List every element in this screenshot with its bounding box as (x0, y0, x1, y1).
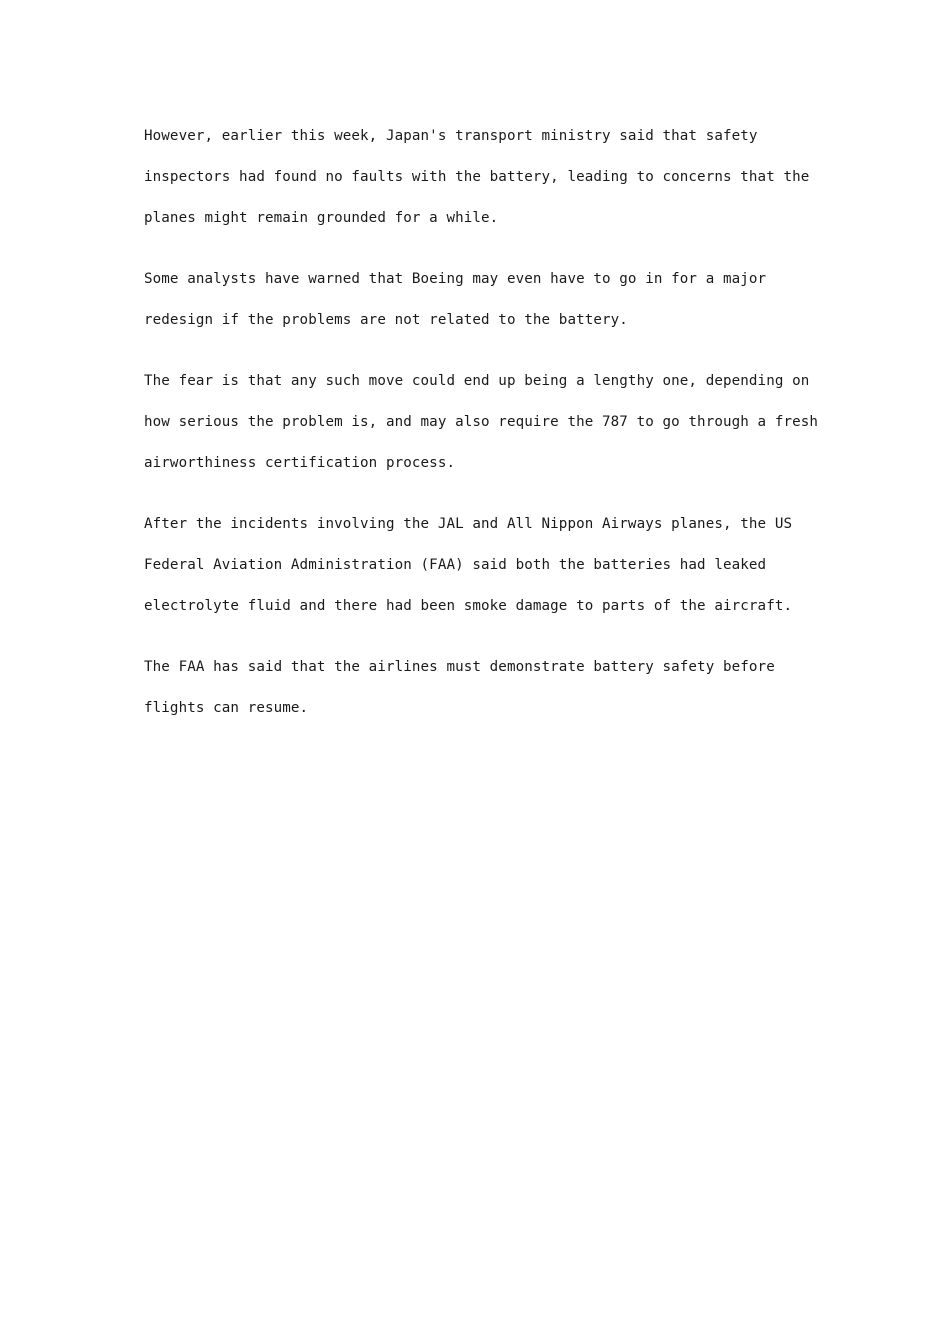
paragraph-line: planes might remain grounded for a while. (144, 210, 499, 226)
paragraph-line: airworthiness certification process. (144, 455, 456, 471)
paragraph-line: The FAA has said that the airlines must demonstrate battery safety before (144, 659, 775, 675)
paragraph-line: The fear is that any such move could end up being a lengthy one, depending on (144, 373, 810, 389)
paragraph-1 (144, 116, 824, 239)
paragraph-line: redesign if the problems are not related to the battery. (144, 312, 628, 328)
paragraph-line: how serious the problem is, and may also require the 787 to go through a fresh (144, 414, 819, 430)
paragraph-line: Federal Aviation Administration (FAA) said both the batteries had leaked (144, 557, 767, 573)
paragraph-line: After the incidents involving the JAL and All Nippon Airways planes, the US (144, 516, 793, 532)
paragraph-2 (144, 259, 824, 341)
paragraph-line: Some analysts have warned that Boeing may even have to go in for a major (144, 271, 767, 287)
paragraph-line: However, earlier this week, Japan's transport ministry said that safety (144, 128, 758, 144)
paragraph-line: electrolyte fluid and there had been smoke damage to parts of the aircraft. (144, 598, 793, 614)
paragraph-4 (144, 504, 824, 627)
paragraph-line: inspectors had found no faults with the battery, leading to concerns that the (144, 169, 810, 185)
paragraph-line: flights can resume. (144, 700, 309, 716)
document-body (144, 116, 824, 729)
paragraph-5 (144, 647, 824, 729)
paragraph-3 (144, 361, 824, 484)
